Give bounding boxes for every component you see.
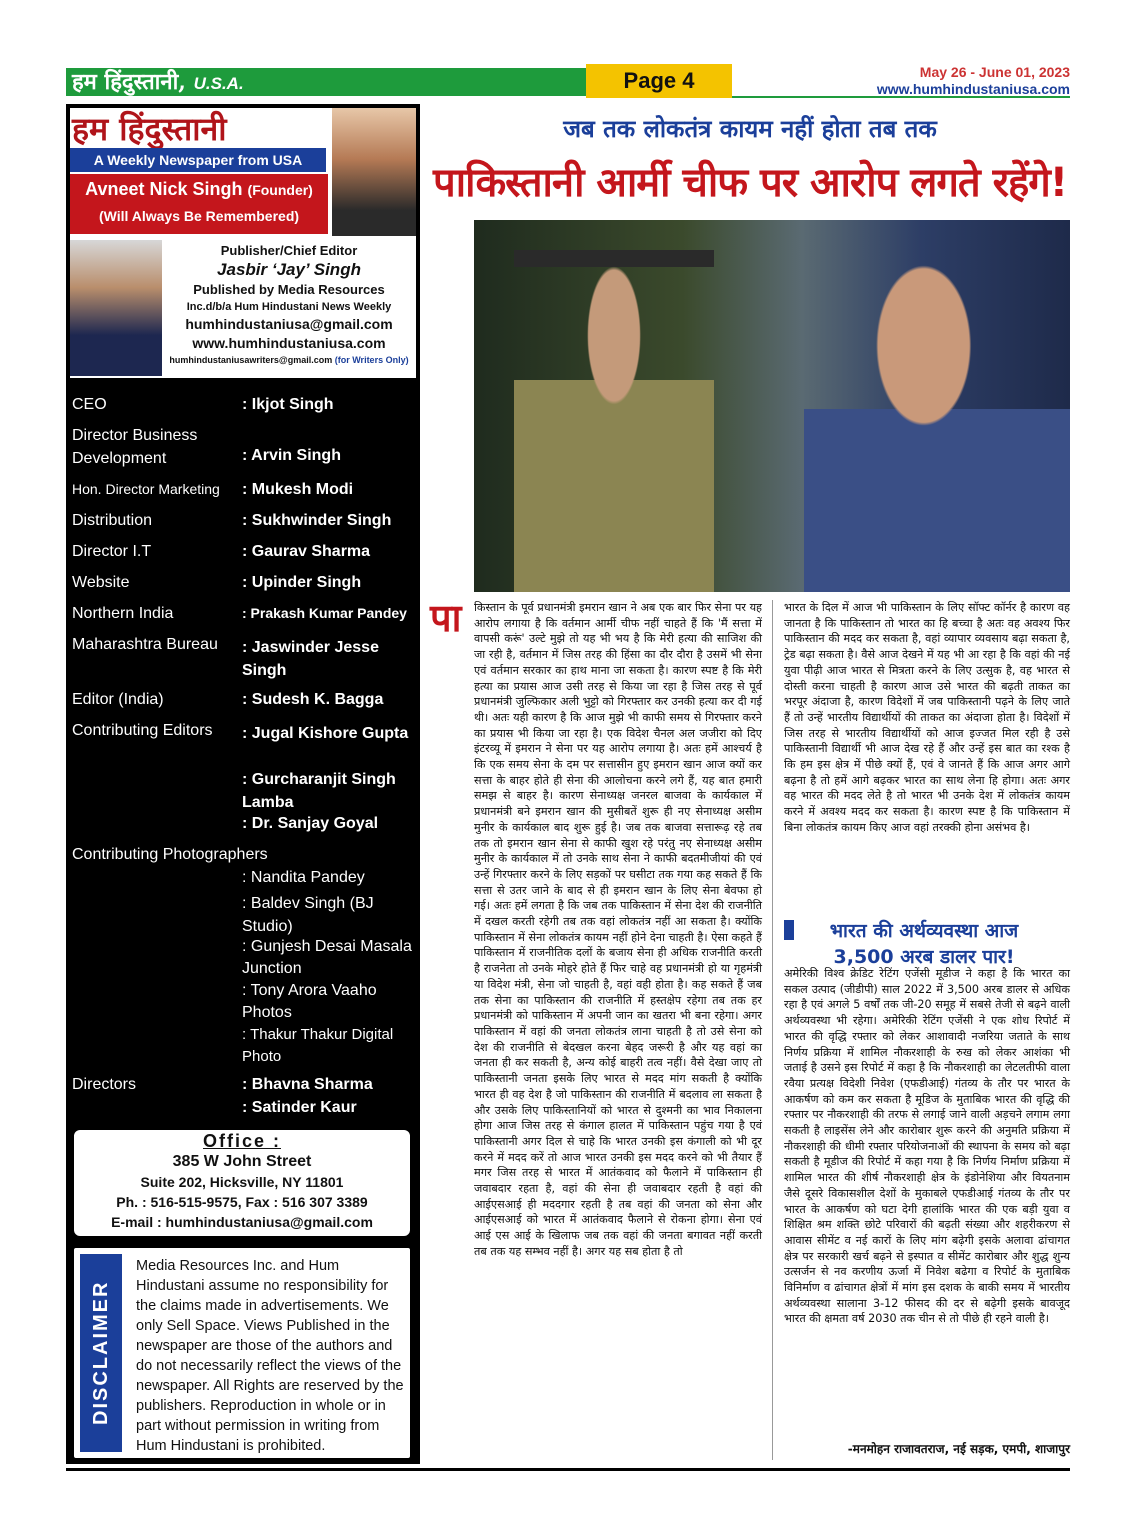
headline-main: पाकिस्तानी आर्मी चीफ पर आरोप लगते रहेंगे! [433,160,1067,206]
former-pm-photo [804,240,1070,592]
masthead-subtitle: A Weekly Newspaper from USA [70,148,326,172]
army-chief-photo [514,250,714,592]
page-header [66,64,1070,100]
publisher-line2: Inc.d/b/a Hum Hindustani News Weekly [186,301,392,313]
staff-label: Website [72,574,130,591]
founder-box [70,174,328,234]
staff-value: : Prakash Kumar Pandey [242,605,407,621]
staff-value: : Nandita Pandey [242,869,365,886]
writers-note: (for Writers Only) [334,355,409,365]
article-column-1: किस्तान के पूर्व प्रधानमंत्री इमरान खान ने अब एक बार फिर सेना पर यह आरोप लगाया है कि वर्तमान आर्मी चीफ नहीं चाहते हैं कि 'मैं सत्ता में वापसी करूं' उल्टे मुझे तो यह भी भय है कि मेरी हत्या की साजिश की जा रही है, वर्तमान में जिस तरह की हिंसा का दौर दौरा है उसमें भी सेना एवं वर्तमान सरकार का हाथ माना जा सकता है। कारण स्पष्ट है कि मेरी हत्या का प्रयास आज उसी तरह से किया जा रहा है जिस तरह से पूर्व प्रधानमंत्री जुल्फिकार अली भुट्टो को गिरफ्तार कर उनकी हत्या कर दी गई थी। अतः यही कारण है कि आज मुझे भी काफी समय से गिरफ्तार करने का प्रयास भी किया जा रहा है। एक विदेश चैनल अल जजीरा को दिए इंटरव्यू में इमरान ने सेना पर यह आरोप लगाया है। अतः हमें आश्चर्य है कि एक समय सेना के दम पर सत्तासीन हुए इमरान खान आज क्यों कर सत्ता के बाहर होते ही सेना की आलोचना करने लगे हैं, यह बात हमारी समझ से बाहर है। कारण सेनाध्यक्ष जनरल बाजवा के कार्यकाल में प्रधानमंत्री बने इमरान खान की मुसीबतें शुरू ही नए सेनाध्यक्ष असीम मुनीर के कार्यकाल बाद शुरू हुई है। जब तक बाजवा सत्तारूढ़ रहे तब तक तो इमरान खान सेना से काफी खुश रहे परंतु नए सेनाध्यक्ष असीम मुनीर के कार्यकाल में तो उनके साथ सेना ने काफी बदतमीजीयां की एवं उन्हें गिरफ्तार करने के लिए सड़कों पर घसीटा तक गया कह सकते हैं कि सत्ता से उतर जाने के बाद से ही इमरान खान के लिए सेना बेवफा हो गई। अतः हमें लगता है कि जब तक पाकिस्तान में सेना देश की राजनीति में दखल करती रहेगी तब तक वहां लोकतंत्र नहीं आ सकता है। क्योंकि पाकिस्तान में सेना लोकतंत्र कायम नहीं होने देना चाहती है। ऐसा कहते हैं पाकिस्तान में राजनीतिक दलों के बजाय सेना ही अधिक राजनीति करती है राजनेता तो उनके मोहरे होते हैं फिर चाहे वह प्रधानमंत्री हो या गृहमंत्री या विदेश मंत्री, सेना जो चाहती है, वहां वही होता है। कह सकते हैं जब तक सेना का पाकिस्तान की राजनीति में हस्तक्षेप रहेगा तब तक हर प्रधानमंत्री को पाकिस्तान में अपनी जान का खतरा भी बना रहेगा। अगर पाकिस्तान में वहां की जनता लोकतंत्र लाना चाहती है तो उसे सेना को देश की राजनीति से बेदखल करना बेहद जरूरी है और यह वहां का जनता ही कर सकती है, अन्य कोई बाहरी तत्व नहीं। वैसे देखा जाए तो पाकिस्तानी जनता इसके लिए भारत से मदद मांग सकती है क्योंकि भारत ही वह देश है जो पाकिस्तान की राजनीति में बदलाव ला सकता है और उसके लिए पाकिस्तानियों को भारत से दुश्मनी का भाव निकालना होगा आज जिस तरह से कंगाल हालत में पाकिस्तान पहुंच गया है एवं पाकिस्तानी अगर दिल से चाहे कि भारत उनकी इस कंगाली को भी दूर करने में मदद करें तो आज भारत उनकी इस मदद करने को भी तैयार हैं मगर जिस तरह से भारत में आतंकवाद को फैलाने में पाकिस्तान ही जवाबदार रहता है, वहां की सेना ही जवाबदार रहती है वहां की आईएसआई ही मददगार रहती है तब वहां की जनता को सेना और आईएसआई को भारत में आतंकवाद फैलाने से रोकना होगा। सेना एवं आई एस आई के खिलाफ जब तक वहां की जनता बगावत नहीं करती तब तक यह सम्भव नहीं है। अगर यह सब होता है तो [474,601,762,1258]
staff-value: : Gurcharanjit Singh Lamba [242,771,396,811]
bottom-rule [66,1468,1070,1471]
subhead-line1: भारत की अर्थव्यवस्था आज [829,920,1019,942]
issue-date: May 26 - June 01, 2023 [919,64,1070,80]
disclaimer-tab: DISCLAIMER [80,1254,122,1452]
staff-value: : Baldev Singh (BJ Studio) [242,895,374,935]
editor-photo [70,240,162,376]
editor-role: Publisher/Chief Editor [220,243,358,258]
headline-kicker: जब तक लोकतंत्र कायम नहीं होता तब तक [563,114,937,143]
staff-label: Director Business Development [72,427,198,467]
disclaimer-box [72,1246,412,1460]
staff-label: Contributing Editors [72,722,213,739]
subhead-bar [784,920,794,940]
news-photo [474,220,1070,592]
staff-value: : Jugal Kishore Gupta [242,725,409,742]
staff-value: : Upinder Singh [242,574,362,591]
subhead-line2: 3,500 अरब डालर पार! [833,946,1015,968]
office-title: Office : [202,1131,281,1151]
staff-label: Editor (India) [72,691,164,708]
masthead-logo: हम हिंदुस्तानी [72,110,227,148]
column-divider [772,600,773,1460]
office-phone: Ph. : 516-515-9575, Fax : 516 307 3389 [116,1194,368,1210]
office-street: 385 W John Street [172,1153,312,1170]
office-email[interactable]: E-mail : humhindustaniusa@gmail.com [111,1214,373,1230]
drop-cap: पा [430,596,462,640]
paper-name: हम हिंदुस्तानी, [72,69,186,95]
editor-info [162,242,416,367]
staff-value: : Jaswinder Jesse Singh [242,639,379,679]
header-meta [877,64,1070,98]
page-number: Page 4 [586,64,732,98]
staff-label: Directors [72,1076,137,1093]
sub-headline [784,918,1064,970]
staff-value: : Sukhwinder Singh [242,512,392,529]
founder-name: Avneet Nick Singh [85,179,243,199]
staff-value: : Dr. Sanjay Goyal [242,815,379,832]
editor-website[interactable]: www.humhindustaniusa.com [192,335,386,351]
staff-label: CEO [72,396,107,413]
staff-value: : Thakur Thakur Digital Photo [242,1026,394,1065]
editor-name: Jasbir ‘Jay’ Singh [217,260,361,279]
editor-block [70,238,416,378]
paper-country: U.S.A. [193,74,244,93]
disclaimer-text: Media Resources Inc. and Hum Hindustani assume no responsibility for the claims made in advertisements. We only Sell Space. Views Published in the newspaper are those of the authors and do not necessarily reflect the views of the newspaper. All Rights are reserved by the publishers. Reproduction in whole or in part without permission in writing from Hum Hindustani is prohibited. [136,1258,404,1454]
paper-name-bar [66,68,586,96]
staff-label: Maharashtra Bureau [72,636,218,653]
staff-label: Director I.T [72,543,152,560]
founder-role: (Founder) [247,182,313,198]
office-box [72,1128,412,1238]
office-suite: Suite 202, Hicksville, NY 11801 [140,1174,344,1190]
founder-remembered: (Will Always Be Remembered) [98,208,300,224]
masthead [70,108,416,238]
staff-value: : Tony Arora Vaaho Photos [242,982,377,1021]
staff-label: Contributing Photographers [72,846,268,863]
staff-label: Hon. Director Marketing [72,481,220,497]
writers-email[interactable]: humhindustaniusawriters@gmail.com [169,355,333,365]
staff-value: : Arvin Singh [242,447,341,464]
publisher-line1: Published by Media Resources [193,282,385,297]
staff-value: : Gaurav Sharma [242,543,371,560]
website-link[interactable]: www.humhindustaniusa.com [876,81,1070,97]
editor-email[interactable]: humhindustaniusa@gmail.com [185,316,393,332]
staff-value: : Ikjot Singh [242,396,334,413]
article-byline: -मनमोहन राजावतराज, नई सड़क, एमपी, शाजापुर [847,1442,1070,1456]
staff-value: : Gunjesh Desai Masala Junction [242,938,412,977]
staff-label: Distribution [72,512,153,529]
staff-label: Northern India [72,605,174,622]
staff-value: : Satinder Kaur [242,1099,357,1116]
staff-value: : Mukesh Modi [242,481,354,498]
staff-value: : Bhavna Sharma [242,1076,373,1093]
founder-photo [332,108,416,236]
economy-article: अमेरिकी विश्व क्रेडिट रेटिंग एजेंसी मूडीज ने कहा है कि भारत का सकल उत्पाद (जीडीपी) साल 2022 में 3,500 अरब डालर से अधिक रहा है एवं अगले 5 वर्षों तक जी-20 समूह में सबसे तेजी से बढ़ने वाली अर्थव्यवस्था भी रहेगा। अमेरिकी रेटिंग एजेंसी ने एक शोध रिपोर्ट में भारत की वृद्धि रफ्तार को लेकर आशावादी नजरिया जताते के साथ निर्णय प्रक्रिया में शामिल नौकरशाही के रुख को लेकर आशंका भी जताई है उसने इस रिपोर्ट में कहा है कि नौकरशाही का लेटलतीफी वाला रवैया प्रत्यक्ष विदेशी निवेश (एफडीआई) गंतव्य के तौर पर भारत के आकर्षण को कम कर सकता है मूडिज के मुताबिक भारत की वृद्धि की रफ्तार पर नौकरशाही की तरफ से लगाई जाने वाली अड़चने लगाम लगा सकती है लाइसेंस लेने और कारोबार शुरू करने की अनुमति प्रक्रिया में नौकरशाही की धीमी रफ्तार परियोजनाओं की स्थापना के समय को बढ़ा सकती है मूडीज की रिपोर्ट में कहा गया है कि निर्णय निर्माण प्रक्रिया में शामिल भारत की शीर्ष नौकरशाही क्षेत्र के इंडोनेशिया और वियतनाम जैसे दूसरे विकासशील देशों के मुकाबले एफडीआई गंतव्य के तौर पर भारत के आकर्षण को घटा देगी हालांकि भारत की एक बड़ी युवा व शिक्षित श्रम शक्ति छोटे परिवारों की बढ़ती संख्या और शहरीकरण से आवास सीमेंट व नई कारों के लिए मांग बढ़ेगी इसके अलावा ढांचागत क्षेत्र पर सरकारी खर्च बढ़ने से इस्पात व सीमेंट कारोबार और शुद्ध शुन्य उत्सर्जन से नव करणीय ऊर्जा में निवेश बढेगा व रिपोर्ट के मुताबिक विनिर्माण व ढांचागत क्षेत्रों में मांग इस दशक के बाकी समय में भारतीय अर्थव्यवस्था सालाना 3-12 फीसद की दर से बढ़ेगी इसके बावजूद भारत की क्षमता वर्ष 2030 तक चीन से तो पीछे ही रहने वाली है। [784,967,1070,1326]
article-column-2: भारत के दिल में आज भी पाकिस्तान के लिए सॉफ्ट कॉर्नर है कारण वह जानता है कि पाकिस्तान तो भारत का हि बच्चा है अतः वह अवश्य फिर पाकिस्तान की मदद कर सकता है, वहां व्यापार व्यवसाय बढ़ा सकता है, ट्रेड बढ़ा सकता है। वैसे आज देखने में यह भी आ रहा है कि वहां की नई युवा पीढ़ी आज भारत से मित्रता करने के लिए उत्सुक है, वह भारत से दोस्ती करना चाहती है कारण आज उसे भारत की बढ़ती ताकत का भरपूर अंदाजा है, कारण विदेशों में जब पाकिस्तानी पढ़ने के लिए जाते हैं तो उन्हें भारतीय विद्यार्थीयों की ताकत का अंदाजा होता है। विदेशों में जिस तरह से भारतीय विद्यार्थीयों को आज इज्जत मिल रही है उसे पाकिस्तानी विद्यार्थी भी आज देख रहे हैं और उन्हें इस बात का रश्क है कि हम इस क्षेत्र में पीछे क्यों हैं, एवं वे जानते हैं कि आज अगर आगे बढ़ना है तो हमें आगे बढ़कर भारत का साथ लेना हि होगा। अतः अगर वह भारत की मदद लेते है तो भारत भी उनके देश में लोकतंत्र कायम करने में अवश्य मदद कर सकता है। कारण स्पष्ट है कि पाकिस्तान में बिना लोकतंत्र कायम किए आज वहां तरक्की होना असंभव है। [784,601,1070,834]
staff-value: : Sudesh K. Bagga [242,691,384,708]
